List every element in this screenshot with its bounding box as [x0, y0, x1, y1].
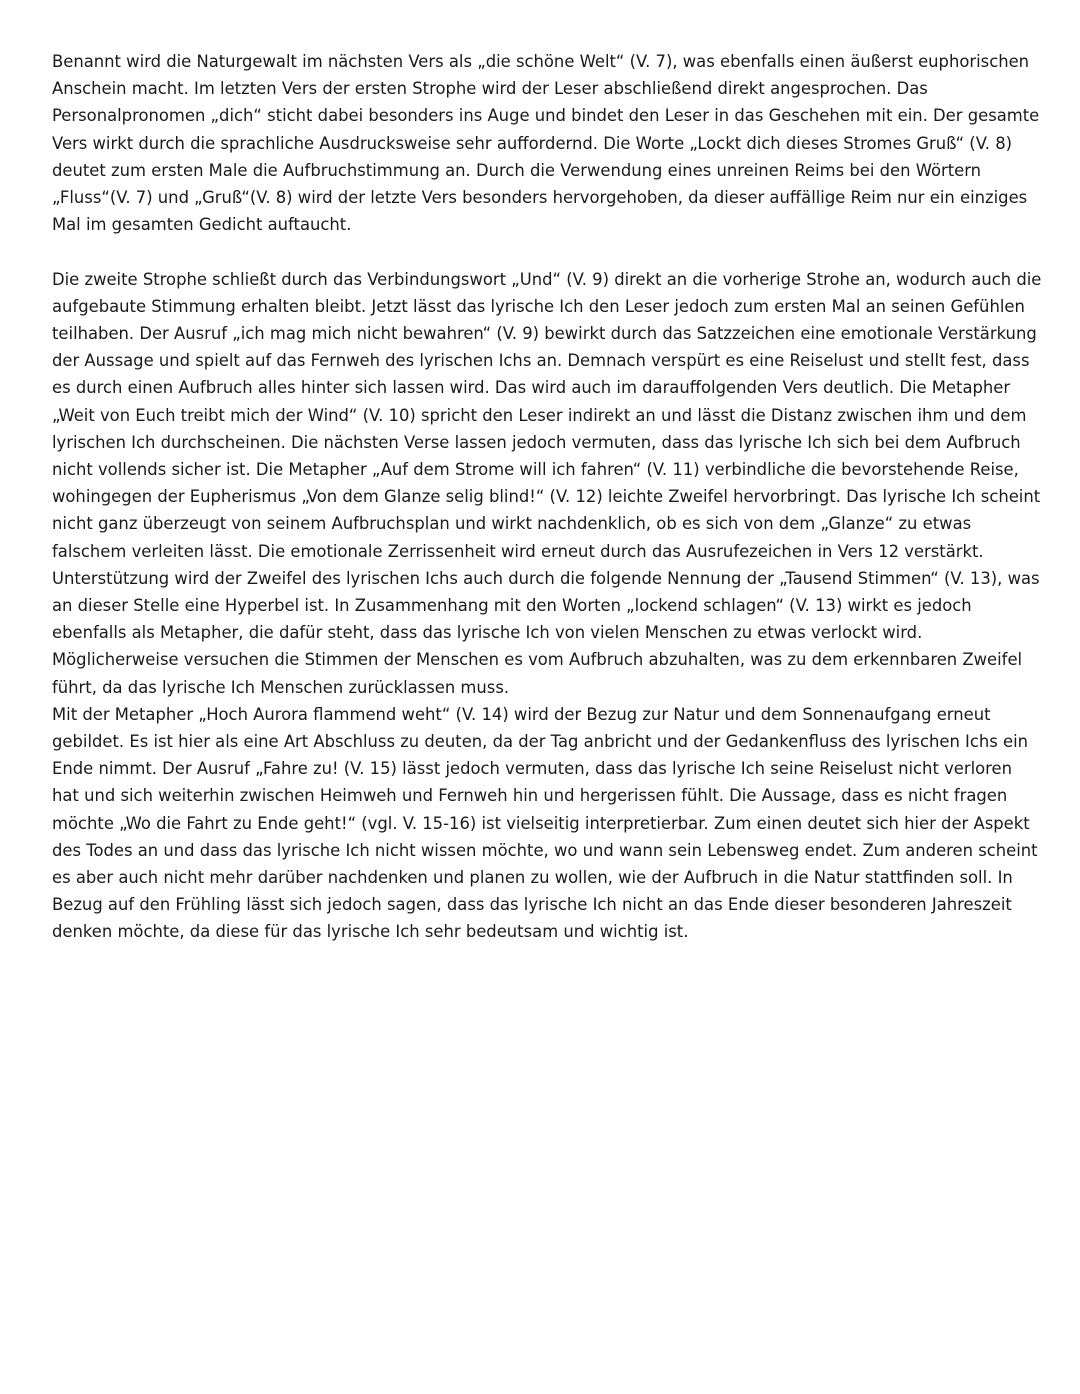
paragraph-gap	[52, 238, 1042, 265]
paragraph-3: Mit der Metapher „Hoch Aurora flammend weht“ (V. 14) wird der Bezug zur Natur und dem Sonnenaufgang erneut gebildet. Es ist hier als eine Art Abschluss zu deuten, da der Tag anbricht und der Gedankenfluss des lyrischen Ichs ein Ende nimmt. Der Ausruf „Fahre zu! (V. 15) lässt jedoch vermuten, dass das lyrische Ich seine Reiselust nicht verloren hat und sich weiterhin zwischen Heimweh und Fernweh hin und hergerissen fühlt. Die Aussage, dass es nicht fragen möchte „Wo die Fahrt zu Ende geht!“ (vgl. V. 15-16) ist vielseitig interpretierbar. Zum einen deutet sich hier der Aspekt des Todes an und dass das lyrische Ich nicht wissen möchte, wo und wann sein Lebensweg endet. Zum anderen scheint es aber auch nicht mehr darüber nachdenken und planen zu wollen, wie der Aufbruch in die Natur stattfinden soll. In Bezug auf den Frühling lässt sich jedoch sagen, dass das lyrische Ich nicht an das Ende dieser besonderen Jahreszeit denken möchte, da diese für das lyrische Ich sehr bedeutsam und wichtig ist.	[52, 704, 1038, 942]
document-page	[52, 48, 1042, 946]
paragraph-2: Die zweite Strophe schließt durch das Verbindungswort „Und“ (V. 9) direkt an die vorherige Strohe an, wodurch auch die aufgebaute Stimmung erhalten bleibt. Jetzt lässt das lyrische Ich den Leser jedoch zum ersten Mal an seinen Gefühlen teilhaben. Der Ausruf „ich mag mich nicht bewahren“ (V. 9) bewirkt durch das Satzzeichen eine emotionale Verstärkung der Aussage und spielt auf das Fernweh des lyrischen Ichs an. Demnach verspürt es eine Reiselust und stellt fest, dass es durch einen Aufbruch alles hinter sich lassen wird. Das wird auch im darauffolgenden Vers deutlich. Die Metapher „Weit von Euch treibt mich der Wind“ (V. 10) spricht den Leser indirekt an und lässt die Distanz zwischen ihm und dem lyrischen Ich durchscheinen. Die nächsten Verse lassen jedoch vermuten, dass das lyrische Ich sich bei dem Aufbruch nicht vollends sicher ist. Die Metapher „Auf dem Strome will ich fahren“ (V. 11) verbindliche die bevorstehende Reise, wohingegen der Eupherismus „Von dem Glanze selig blind!“ (V. 12) leichte Zweifel hervorbringt. Das lyrische Ich scheint nicht ganz überzeugt von seinem Aufbruchsplan und wirkt nachdenklich, ob es sich von dem „Glanze“ zu etwas falschem verleiten lässt. Die emotionale Zerrissenheit wird erneut durch das Ausrufezeichen in Vers 12 verstärkt. Unterstützung wird der Zweifel des lyrischen Ichs auch durch die folgende Nennung der „Tausend Stimmen“ (V. 13), was an dieser Stelle eine Hyperbel ist. In Zusammenhang mit den Worten „lockend schlagen“ (V. 13) wirkt es jedoch ebenfalls als Metapher, die dafür steht, dass das lyrische Ich von vielen Menschen zu etwas verlockt wird. Möglicherweise versuchen die Stimmen der Menschen es vom Aufbruch abzuhalten, was zu dem erkennbaren Zweifel führt, da das lyrische Ich Menschen zurücklassen muss.	[52, 269, 1042, 697]
paragraph-1: Benannt wird die Naturgewalt im nächsten Vers als „die schöne Welt“ (V. 7), was ebenfalls einen äußerst euphorischen Anschein macht. Im letzten Vers der ersten Strophe wird der Leser abschließend direkt angesprochen. Das Personalpronomen „dich“ sticht dabei besonders ins Auge und bindet den Leser in das Geschehen mit ein. Der gesamte Vers wirkt durch die sprachliche Ausdrucksweise sehr auffordernd. Die Worte „Lockt dich dieses Stromes Gruß“ (V. 8) deutet zum ersten Male die Aufbruchstimmung an. Durch die Verwendung eines unreinen Reims bei den Wörtern „Fluss“(V. 7) und „Gruß“(V. 8) wird der letzte Vers besonders hervorgehoben, da dieser auffällige Reim nur ein einziges Mal im gesamten Gedicht auftaucht.	[52, 52, 1040, 235]
